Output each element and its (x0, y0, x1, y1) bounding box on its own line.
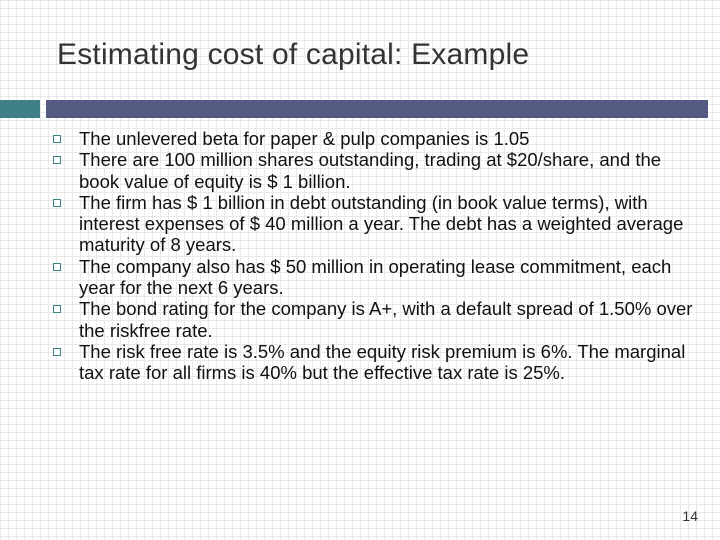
hollow-square-icon (53, 135, 61, 143)
hollow-square-icon (53, 199, 61, 207)
bullet-item (46, 128, 696, 149)
slide-title: Estimating cost of capital: Example (57, 38, 530, 71)
bullet-text: The company also has $ 50 million in operating lease commitment, each year for the next 6 years. (79, 255, 672, 299)
bullet-item (46, 192, 696, 256)
bullet-text: There are 100 million shares outstanding, trading at $20/share, and the book value of equity is $ 1 billion. (79, 149, 662, 192)
hollow-square-icon (53, 348, 61, 356)
hollow-square-icon (53, 263, 61, 271)
bullet-item (46, 149, 696, 192)
bullet-item (46, 298, 696, 341)
page-number: 14 (682, 508, 698, 524)
bullet-list (46, 128, 696, 384)
title-rule-accent (0, 100, 40, 118)
bullet-text: The firm has $ 1 billion in debt outstanding (in book value terms), with interest expenses of $ 40 million a year. The debt has a weighted average maturity of 8 years. (79, 191, 684, 256)
bullet-text: The unlevered beta for paper & pulp companies is 1.05 (79, 128, 530, 149)
hollow-square-icon (53, 305, 61, 313)
bullet-item (46, 256, 696, 299)
hollow-square-icon (53, 156, 61, 164)
title-rule-bar (46, 100, 708, 118)
bullet-text: The risk free rate is 3.5% and the equity risk premium is 6%. The marginal tax rate for all firms is 40% but the effective tax rate is 25%. (79, 340, 686, 384)
bullet-item (46, 341, 696, 384)
bullet-text: The bond rating for the company is A+, with a default spread of 1.50% over the riskfree rate. (79, 298, 693, 341)
